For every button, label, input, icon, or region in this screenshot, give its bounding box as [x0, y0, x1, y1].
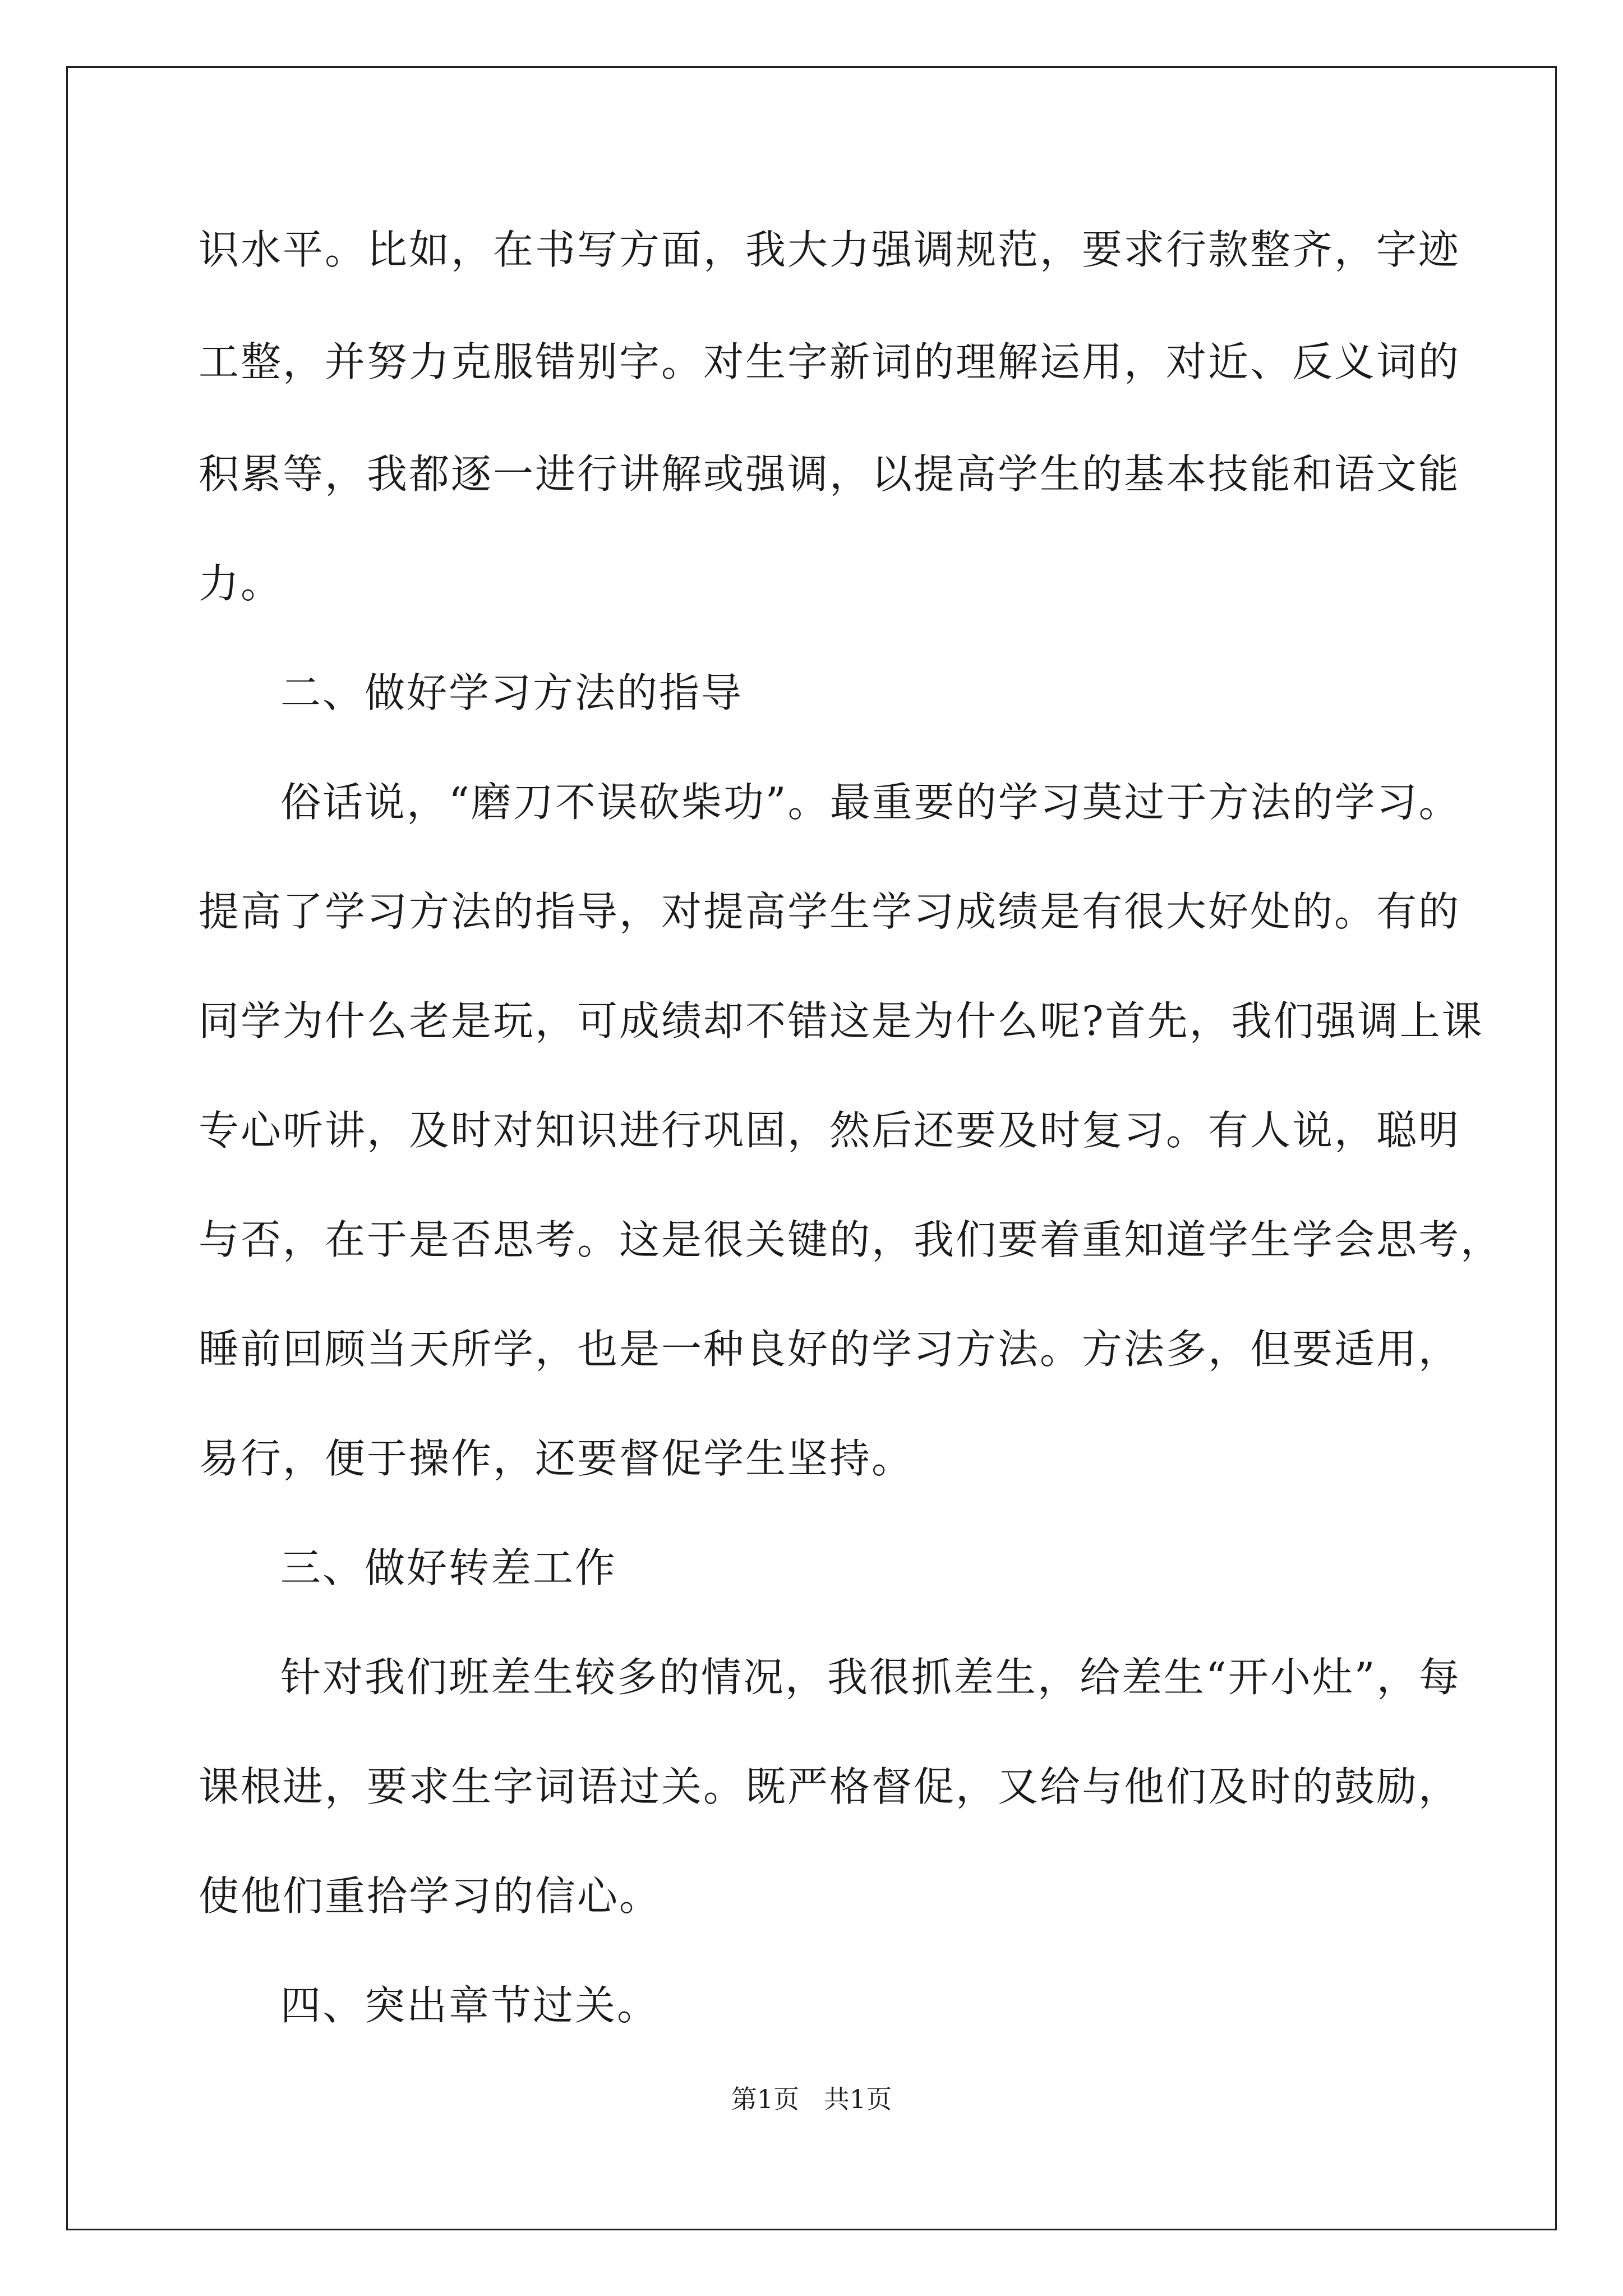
paragraph-line: 与否，在于是否思考。这是很关键的，我们要着重知道学生学会思考，	[199, 1216, 1503, 1263]
page-number-footer: 第1页 共1页	[731, 2084, 892, 2114]
paragraph-line: 工整，并努力克服错别字。对生字新词的理解运用，对近、反义词的	[199, 338, 1461, 385]
paragraph-line: 针对我们班差生较多的情况，我很抓差生，给差生“开小灶”，每	[280, 1654, 1461, 1701]
paragraph-line: 专心听讲，及时对知识进行巩固，然后还要及时复习。有人说，聪明	[199, 1107, 1461, 1154]
section-heading: 二、做好学习方法的指导	[280, 669, 744, 716]
paragraph-line: 睡前回顾当天所学，也是一种良好的学习方法。方法多，但要适用，	[199, 1326, 1461, 1373]
paragraph-line: 力。	[199, 560, 283, 607]
section-heading: 四、突出章节过关。	[280, 1982, 660, 2029]
paragraph-line: 同学为什么老是玩，可成绩却不错这是为什么呢?首先，我们强调上课	[199, 997, 1484, 1045]
paragraph-line: 识水平。比如，在书写方面，我大力强调规范，要求行款整齐，字迹	[199, 226, 1461, 273]
paragraph-line: 俗话说，“磨刀不误砍柴功”。最重要的学习莫过于方法的学习。	[280, 779, 1461, 826]
section-heading: 三、做好转差工作	[280, 1544, 617, 1591]
paragraph-line: 课根进，要求生字词语过关。既严格督促，又给与他们及时的鼓励，	[199, 1763, 1461, 1810]
paragraph-line: 易行，便于操作，还要督促学生坚持。	[199, 1435, 914, 1482]
paragraph-line: 使他们重拾学习的信心。	[199, 1872, 662, 1920]
paragraph-line: 积累等，我都逐一进行讲解或强调，以提高学生的基本技能和语文能	[199, 450, 1461, 498]
paragraph-line: 提高了学习方法的指导，对提高学生学习成绩是有很大好处的。有的	[199, 888, 1461, 935]
